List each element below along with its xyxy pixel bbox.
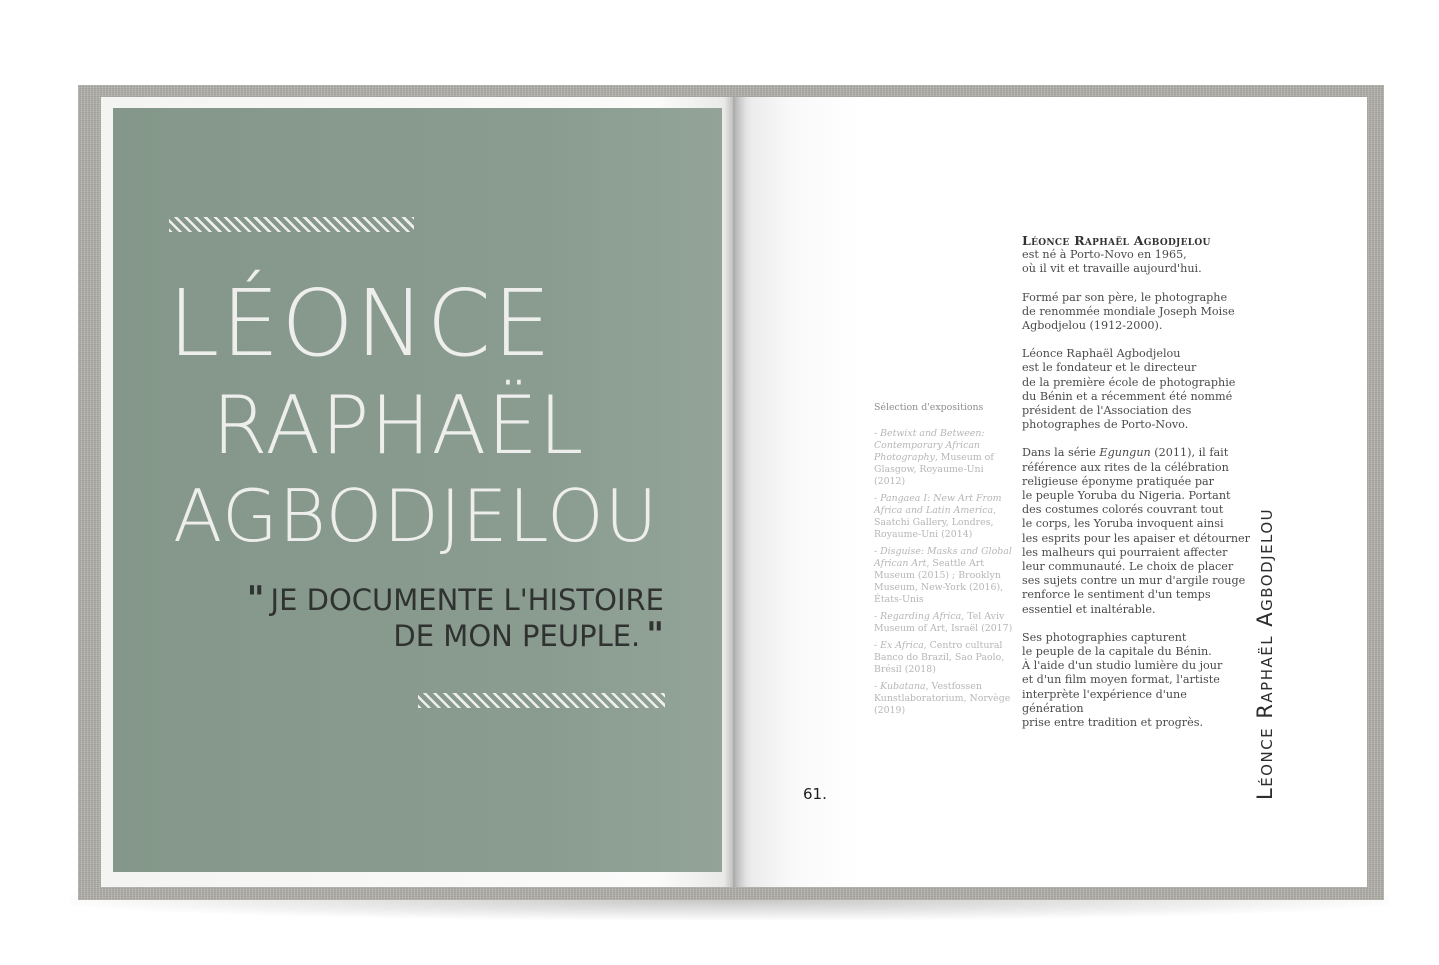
quote-open-mark: " (246, 579, 265, 619)
exhibitions-title: Sélection d'expositions (874, 402, 984, 413)
quote-close-mark: " (646, 615, 664, 655)
bio-paragraph: Léonce Raphaël Agbodjelou est le fondateur et le directeur de la première école de photographie du Bénin et a récemment été nommé président de l'Association des photographes de Porto-Novo. (1022, 347, 1236, 432)
bio-paragraph: est né à Porto-Novo en 1965, où il vit et travaille aujourd'hui. (1022, 248, 1202, 276)
bio-paragraph-egungun: Dans la série Egungun (2011), il fait référence aux rites de la célébration religieuse éponyme pratiquée par le peuple Yoruba du Nigeria. Portant des costumes colorés couvrant tout le corps, les Yoruba invoquent ainsi les esprits pour les apaiser et détourner les malheurs qui pourraient affecter leur communauté. Le choix de placer ses sujets contre un mur d'argile rouge renforce le sentiment d'un temps essentiel et inaltérable. (1022, 446, 1250, 616)
exhibition-item: - Regarding Africa, Tel Aviv Museum of Art, Israël (2017) (874, 611, 1013, 634)
decorative-stripes-top (169, 217, 414, 232)
title-line-3: AGBODJELOU (173, 474, 659, 558)
exhibition-item: - Ex Africa, Centro cultural Banco do Brazil, Sao Paolo, Brésil (2018) (874, 640, 1005, 675)
book-gutter (724, 97, 746, 887)
bio-paragraph: Formé par son père, le photographe de renommée mondiale Joseph Moise Agbodjelou (1912-2000). (1022, 290, 1235, 333)
title-line-1: LÉONCE (168, 270, 553, 377)
bio-name: Léonce Raphaël Agbodjelou (1022, 233, 1211, 248)
exhibition-item: - Pangaea I: New Art From Africa and Latin America, Saatchi Gallery, Londres, Royaume-Uni (2014) (874, 493, 1002, 540)
quote-line-1 (246, 579, 664, 620)
exhibition-item: - Betwixt and Between: Contemporary African Photography, Museum of Glasgow, Royaume-Uni (2012) (874, 428, 994, 487)
exhibition-item: - Kubatana, Vestfossen Kunstlaboratorium, Norvège (2019) (874, 681, 1011, 716)
exhibition-item: - Disguise: Masks and Global African Art, Seattle Art Museum (2015) ; Brooklyn Museum, New-York (2016), États-Unis (874, 546, 1012, 605)
decorative-stripes-bottom (418, 693, 665, 708)
quote-text-2: DE MON PEUPLE. (393, 619, 641, 653)
page-number: 61. (803, 785, 827, 803)
quote-text-1: JE DOCUMENTE L'HISTOIRE (270, 583, 664, 617)
title-line-2: RAPHAËL (212, 379, 585, 472)
vertical-running-title: Léonce Raphaël Agbodjelou (1253, 507, 1277, 800)
biography (1022, 234, 1252, 744)
quote-line-2 (393, 615, 664, 656)
bio-paragraph: Ses photographies capturent le peuple de la capitale du Bénin. À l'aide d'un studio lumière du jour et d'un film moyen format, l'artiste interprète l'expérience d'une génération prise entre tradition et progrès. (1022, 630, 1223, 730)
exhibitions-list (874, 402, 1014, 722)
